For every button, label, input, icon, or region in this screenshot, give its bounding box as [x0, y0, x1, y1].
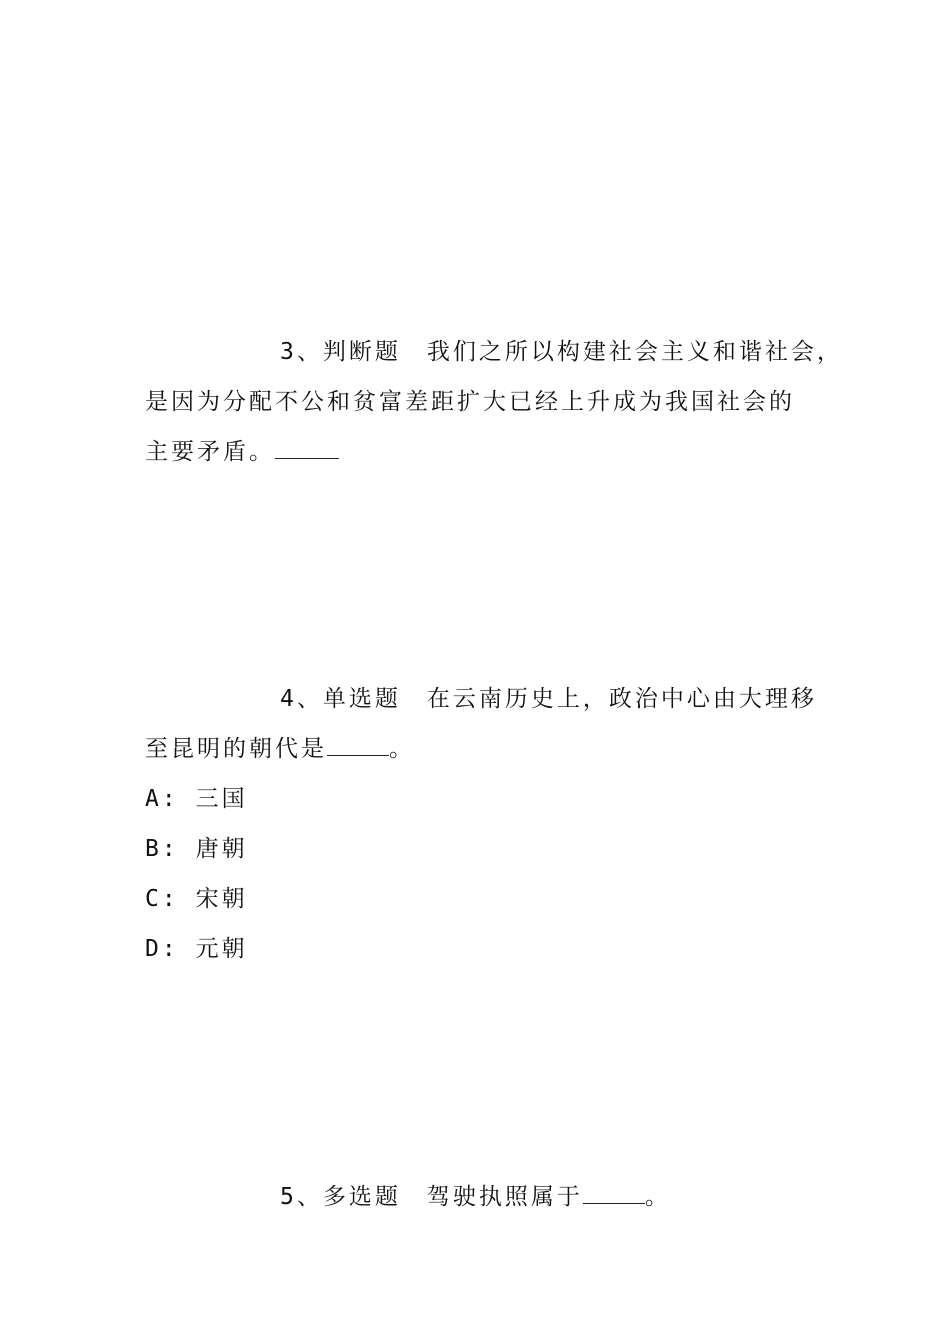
- option-text: 唐朝: [195, 836, 248, 862]
- option-text: 宋朝: [195, 886, 248, 912]
- question-type: 单选题: [322, 686, 401, 712]
- question-type: 多选题: [322, 1184, 401, 1210]
- question-stem-line: 至昆明的朝代是: [145, 736, 327, 762]
- question-stem-line: 主要矛盾。: [145, 439, 275, 465]
- question-stem-line: 驾驶执照属于: [426, 1184, 583, 1210]
- option-text: 元朝: [195, 936, 248, 962]
- question-number: 3、: [280, 339, 323, 365]
- option-letter: D:: [145, 936, 179, 962]
- answer-blank: [275, 438, 339, 459]
- option-d: [145, 934, 248, 964]
- question-number: 5、: [280, 1184, 323, 1210]
- question-stem-tail: 。: [389, 736, 415, 762]
- answer-blank: [583, 1183, 645, 1204]
- option-c: [145, 884, 248, 914]
- question-stem-tail: 。: [644, 1184, 671, 1210]
- question-3-header-line: [280, 337, 843, 367]
- question-stem-line: 在云南历史上，政治中心由大理移: [426, 686, 817, 712]
- question-type: 判断题: [322, 339, 401, 365]
- question-4-header-line: [280, 684, 817, 714]
- question-number: 4、: [280, 686, 323, 712]
- option-letter: C:: [145, 886, 179, 912]
- question-stem-line: 我们之所以构建社会主义和谐社会，: [426, 339, 843, 365]
- question-5-header-line: [280, 1182, 671, 1212]
- option-a: [145, 784, 248, 814]
- option-b: [145, 834, 248, 864]
- question-4-second-line: [145, 734, 415, 764]
- question-3-last-line: [145, 437, 339, 467]
- option-text: 三国: [195, 786, 248, 812]
- answer-blank: [327, 735, 389, 756]
- option-letter: B:: [145, 836, 179, 862]
- question-stem-line: 是因为分配不公和贫富差距扩大已经上升成为我国社会的: [145, 389, 795, 415]
- option-letter: A:: [145, 786, 179, 812]
